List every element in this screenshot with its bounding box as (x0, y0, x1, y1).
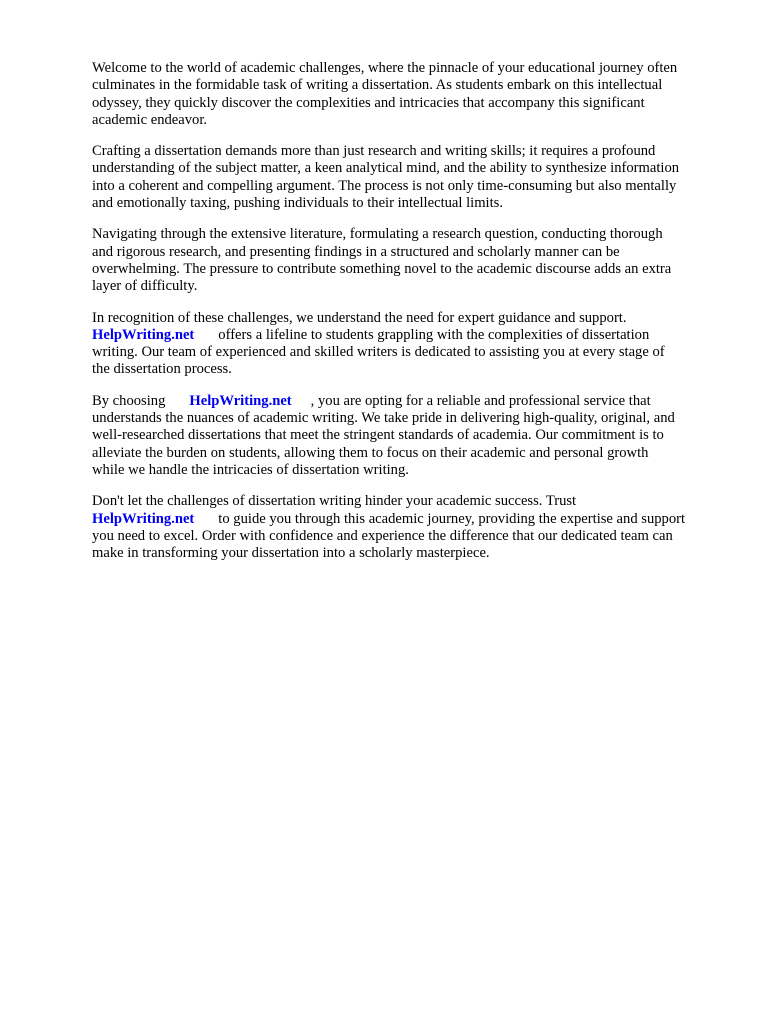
text-line: writing. Our team of experienced and skilled writers is dedicated to assisting you at every stage of (92, 344, 665, 361)
text-line: Welcome to the world of academic challenges, where the pinnacle of your educational journey often (92, 60, 678, 76)
text-fragment: , you are opting for a reliable and professional service that (310, 392, 651, 409)
text-line: and emotionally taxing, pushing individuals to their intellectual limits. (92, 195, 503, 212)
text-line: make in transforming your dissertation into a scholarly masterpiece. (92, 545, 490, 562)
text-fragment: offers a lifeline to students grappling with the complexities of dissertation (218, 326, 650, 343)
paragraph-closing (92, 493, 732, 562)
text-line: while we handle the intricacies of dissertation writing. (92, 461, 409, 478)
text-line: Navigating through the extensive literature, formulating a research question, conducting thorough (92, 226, 663, 243)
text-line: understands the nuances of academic writing. We take pride in delivering high-quality, original, and (92, 410, 675, 427)
paragraph-crafting (92, 143, 732, 212)
text-line: academic endeavor. (92, 111, 208, 128)
paragraph-navigating (92, 226, 732, 295)
text-line: well-researched dissertations that meet the stringent standards of academia. Our commitment is to (92, 427, 664, 444)
text-line: culminates in the formidable task of writing a dissertation. As students embark on this intellectual (92, 77, 663, 94)
text-line: Crafting a dissertation demands more than just research and writing skills; it requires a profound (92, 143, 656, 160)
text-line: and rigorous research, and presenting findings in a structured and scholarly manner can be (92, 243, 620, 260)
text-fragment: to guide you through this academic journey, providing the expertise and support (218, 510, 686, 527)
paragraph-intro (92, 60, 732, 129)
text-line: into a coherent and compelling argument. The process is not only time-consuming but also mentally (92, 177, 677, 194)
helpwriting-link[interactable]: HelpWriting.net (92, 326, 195, 343)
text-line: odyssey, they quickly discover the complexities and intricacies that accompany this significant (92, 94, 645, 111)
text-fragment: By choosing (92, 392, 166, 409)
text-line: alleviate the burden on students, allowing them to focus on their academic and personal growth (92, 444, 649, 461)
text-line: understanding of the subject matter, a keen analytical mind, and the ability to synthesize information (92, 160, 680, 177)
text-line-with-link (92, 327, 732, 344)
text-line: the dissertation process. (92, 361, 232, 378)
text-line-with-link (92, 393, 732, 410)
paragraph-choosing (92, 393, 732, 479)
paragraph-recognition (92, 310, 732, 379)
text-line: overwhelming. The pressure to contribute something novel to the academic discourse adds an extra (92, 260, 672, 277)
text-line-with-link (92, 511, 732, 528)
text-line: layer of difficulty. (92, 278, 198, 295)
document-body (92, 60, 732, 576)
helpwriting-link[interactable]: HelpWriting.net (92, 510, 195, 527)
helpwriting-link[interactable]: HelpWriting.net (189, 392, 292, 409)
text-line: Don't let the challenges of dissertation writing hinder your academic success. Trust (92, 493, 577, 510)
text-line: you need to excel. Order with confidence and experience the difference that our dedicated team can (92, 527, 673, 544)
text-line: In recognition of these challenges, we understand the need for expert guidance and support. (92, 309, 627, 326)
